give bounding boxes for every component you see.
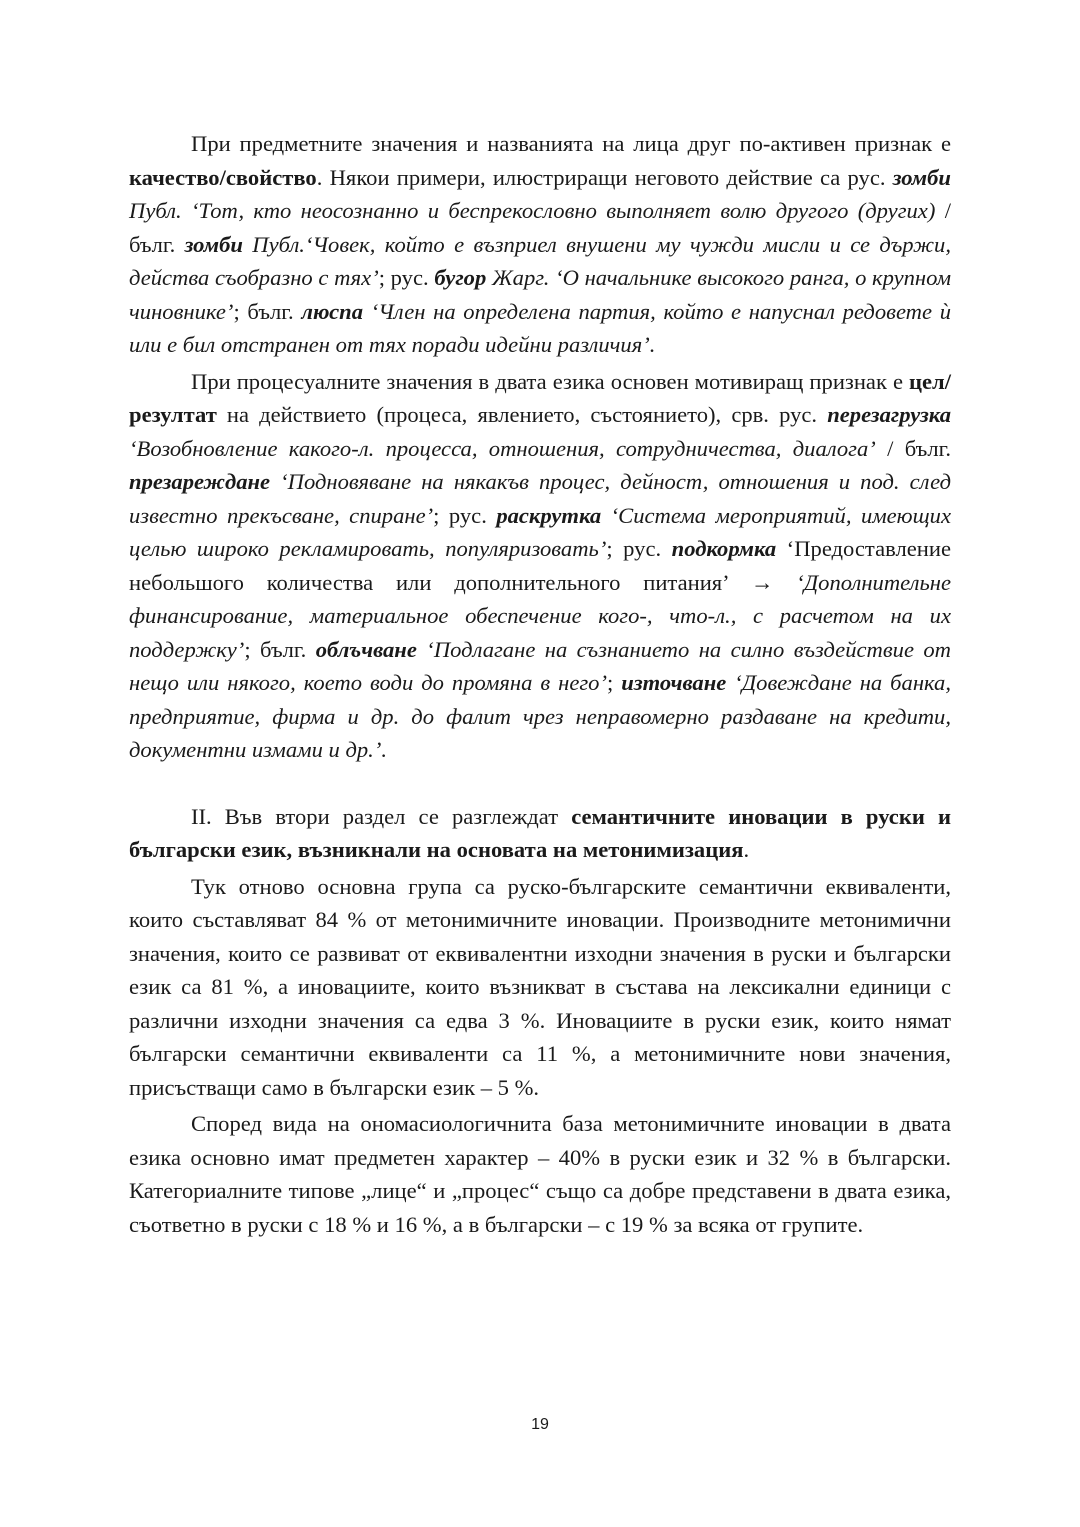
text-run: ‘Система мероприятий, имеющих целью широко рекламировать, популяризовать’ xyxy=(129,502,951,561)
text-run: Публ.‘Човек, който е възприел внушени му чужди мисли и се държи, действа съобразно с тях’ xyxy=(129,231,951,290)
text-run: ‘Возобновление какого-л. процесса, отношения, сотрудничества, диалога’ xyxy=(129,435,876,461)
text-run: цел/резултат xyxy=(129,368,951,427)
text-run: ; бълг. xyxy=(233,298,302,324)
text-run: ; рус. xyxy=(606,536,672,561)
text-run: презареждане xyxy=(129,469,271,494)
text-run: ‘Член на определена партия, който е напуснал редовете ѝ или е бил отстранен от тях поради идейни различия’. xyxy=(129,298,951,357)
paragraph-process-meanings xyxy=(129,365,951,767)
text-run: При предметните значения и названията на лица друг по-активен признак е xyxy=(191,131,951,156)
text-run: облъчване xyxy=(315,636,417,662)
text-run: Публ. ‘Тот, кто неосознанно и беспрекословно выполняет волю другого (других) xyxy=(129,198,936,223)
paragraph-onomasiological-base xyxy=(129,1107,951,1241)
text-run: семантичните иновации в руски и български език, възникнали на основата на метонимизация xyxy=(129,803,951,862)
text-run: Жарг. ‘О начальнике высокого ранга, о крупном чиновнике’ xyxy=(129,265,951,324)
text-run: ; рус. xyxy=(433,502,497,528)
text-run: . Някои примери, илюстриращи неговото действие са рус. xyxy=(316,164,893,190)
text-run: . xyxy=(743,837,750,862)
paragraph-equivalents-stats xyxy=(129,870,951,1105)
text-run: източване xyxy=(621,670,727,695)
text-run: Според вида на ономасиологичнита база метонимичните иновации в двата езика основно имат предметен характер – 40% в руски език и 32 % в български. Категориалните типове „лице“ и „процес“ също са добре представени в двата езика, съответно в руски с 18 % и 16 %, а в български – с 19 % за всяка от групите. xyxy=(129,1111,951,1237)
text-run: люспа xyxy=(301,298,364,324)
text-run: ‘Довеждане на банка, предприятие, фирма и др. до фалит чрез неправомерно раздаване на кредити, документни измами и др.’. xyxy=(129,670,951,762)
text-run: ‘Дополнительне финансирование, материальное обеспечение кого-, что-л., с расчетом на их поддержку’ xyxy=(129,569,951,662)
text-run: При процесуалните значения в двата езика основен мотивиращ признак е xyxy=(191,368,909,394)
paragraph-section-two-intro xyxy=(129,800,951,867)
text-run: ; xyxy=(607,670,622,695)
text-run: Тук отново основна група са руско-българските семантични еквиваленти, които съставляват 84 % от метонимичните иновации. Производните метонимични значения, които се развиват от еквивалентни изходни значения в руски и български език са 81 %, а иновациите, които възникват в състава на лексикални единици с различни изходни значения са едва 3 %. Иновациите в руски език, които нямат български семантични еквиваленти са 11 %, а метонимичните нови значения, присъстващи само в български език – 5 %. xyxy=(129,873,951,1100)
text-run: / бълг. xyxy=(875,435,951,461)
text-run: ; бълг. xyxy=(244,636,316,662)
text-run: зомби xyxy=(184,231,243,257)
text-run: раскрутка xyxy=(496,502,602,528)
text-run: качество/свойство xyxy=(129,164,317,190)
text-run: перезагрузка xyxy=(827,402,951,427)
text-run: ‘Подлагане на съзнанието на силно въздействие от нещо или някого, което води до промяна в него’ xyxy=(129,636,951,695)
text-run: зомби xyxy=(892,164,951,190)
text-run: ‘Предоставление небольшого количества или дополнительного питания’ → xyxy=(129,536,951,595)
page-body xyxy=(129,127,951,1241)
paragraph-object-meanings xyxy=(129,127,951,362)
text-run: II. Във втори раздел се разглеждат xyxy=(191,803,572,829)
text-run: на действието (процеса, явлението, състоянието), срв. рус. xyxy=(216,402,828,427)
page-number: 19 xyxy=(531,1416,549,1433)
text-run: ‘Подновяване на някакъв процес, дейност, отношения и под. след известно прекъсване, спиране’ xyxy=(129,469,951,528)
text-run: / бълг. xyxy=(129,198,951,257)
text-run: ; рус. xyxy=(378,265,435,290)
text-run: подкормка xyxy=(671,536,777,561)
text-run: бугор xyxy=(434,265,487,290)
